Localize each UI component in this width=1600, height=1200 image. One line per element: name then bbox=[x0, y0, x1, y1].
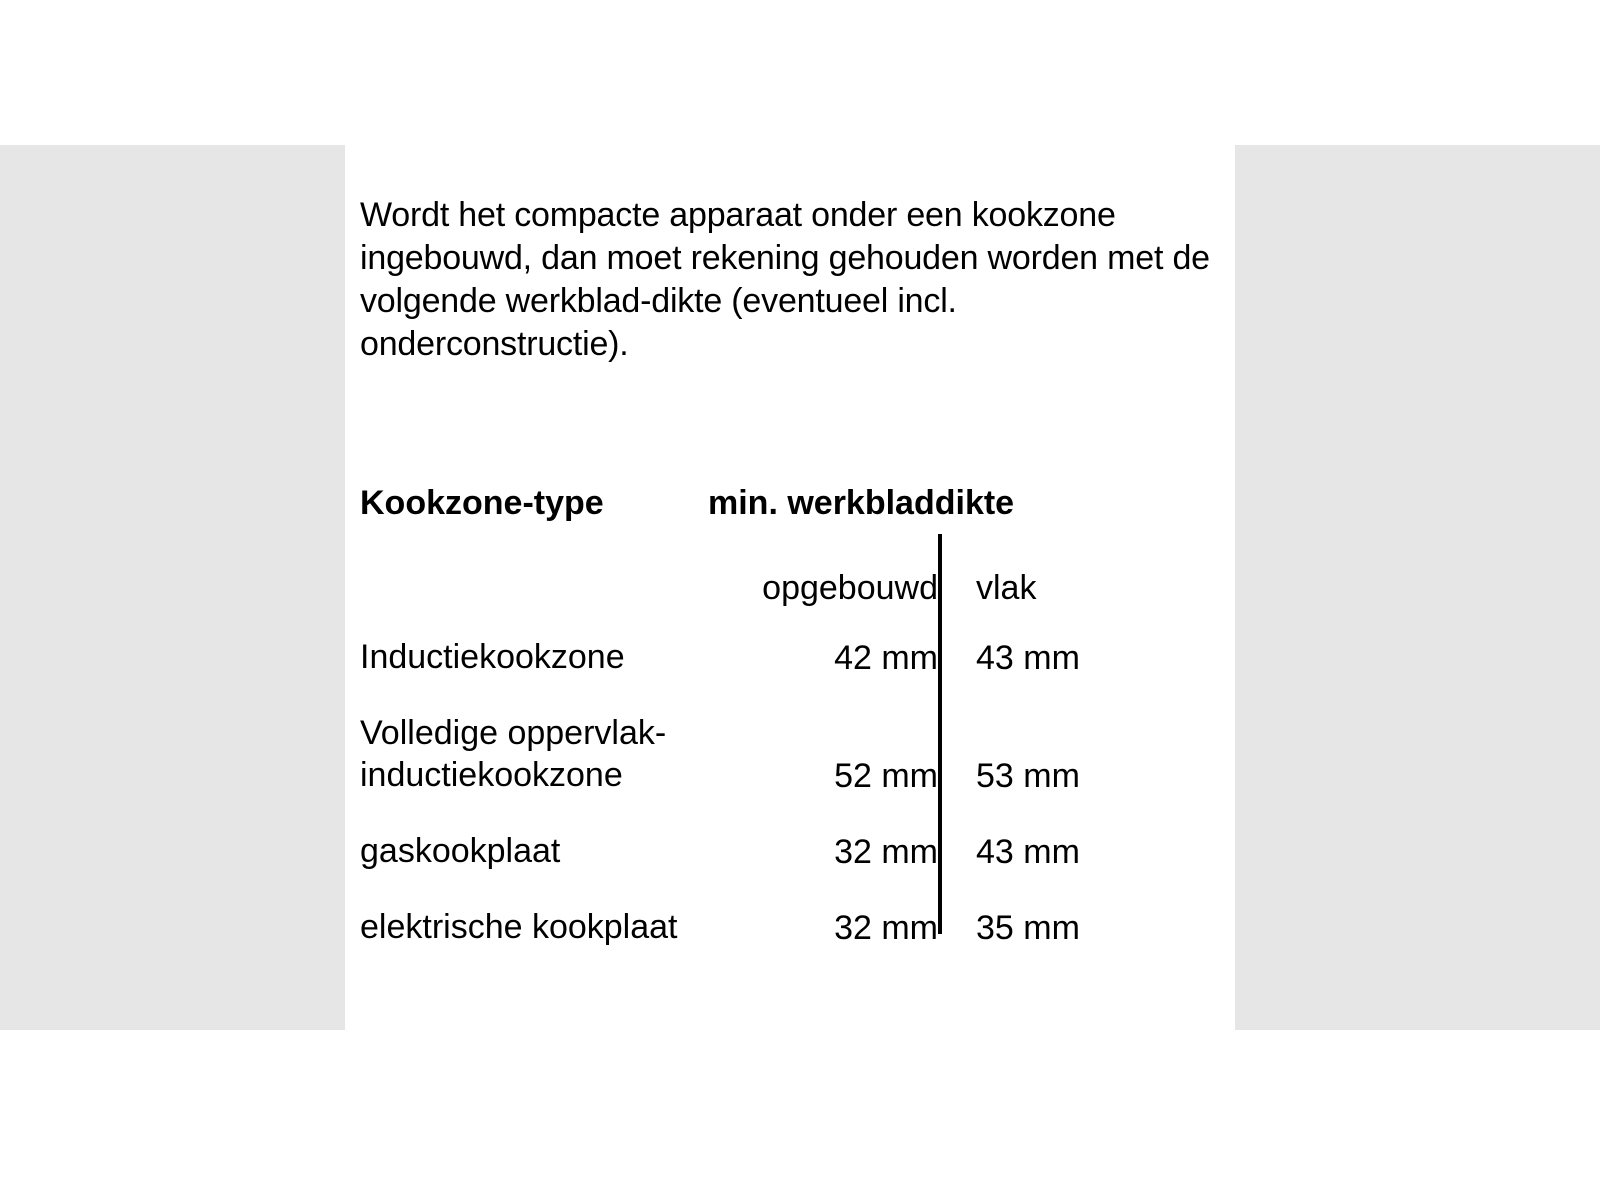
document-content bbox=[360, 160, 1230, 948]
row-type-label: elektrische kookplaat bbox=[360, 908, 678, 946]
worktop-thickness-table bbox=[360, 484, 1230, 948]
row-type-label: Inductiekookzone bbox=[360, 638, 625, 676]
row-vlak-value: 43 mm bbox=[976, 833, 1080, 871]
subheader-vlak: vlak bbox=[976, 569, 1037, 607]
row-opgebouwd-value: 32 mm bbox=[834, 833, 938, 871]
row-opgebouwd-value: 32 mm bbox=[834, 909, 938, 947]
row-vlak-value: 35 mm bbox=[976, 909, 1080, 947]
header-min-werkbladdikte: min. werkbladdikte bbox=[708, 484, 1015, 522]
table-row bbox=[360, 906, 1176, 948]
subheader-spacer bbox=[360, 569, 708, 636]
subheader-opgebouwd: opgebouwd bbox=[762, 569, 938, 607]
row-vlak-value: 43 mm bbox=[976, 639, 1080, 677]
intro-paragraph: Wordt het compacte apparaat onder een kookzone ingebouwd, dan moet rekening gehouden worden met de volgende werkblad-dikte (eventueel incl. onderconstructie). bbox=[360, 196, 1210, 363]
row-opgebouwd-value: 52 mm bbox=[834, 757, 938, 795]
row-vlak-value: 53 mm bbox=[976, 757, 1080, 795]
row-type-label: Volledige oppervlak-inductiekookzone bbox=[360, 714, 667, 794]
table-subheader-row bbox=[360, 569, 1176, 636]
header-kookzone-type: Kookzone-type bbox=[360, 484, 604, 522]
table-row bbox=[360, 636, 1176, 712]
row-opgebouwd-value: 42 mm bbox=[834, 639, 938, 677]
row-type-label: gaskookplaat bbox=[360, 832, 561, 870]
column-divider bbox=[938, 534, 942, 934]
table-row bbox=[360, 712, 1176, 830]
table-header-row bbox=[360, 484, 1176, 569]
table-row bbox=[360, 830, 1176, 906]
